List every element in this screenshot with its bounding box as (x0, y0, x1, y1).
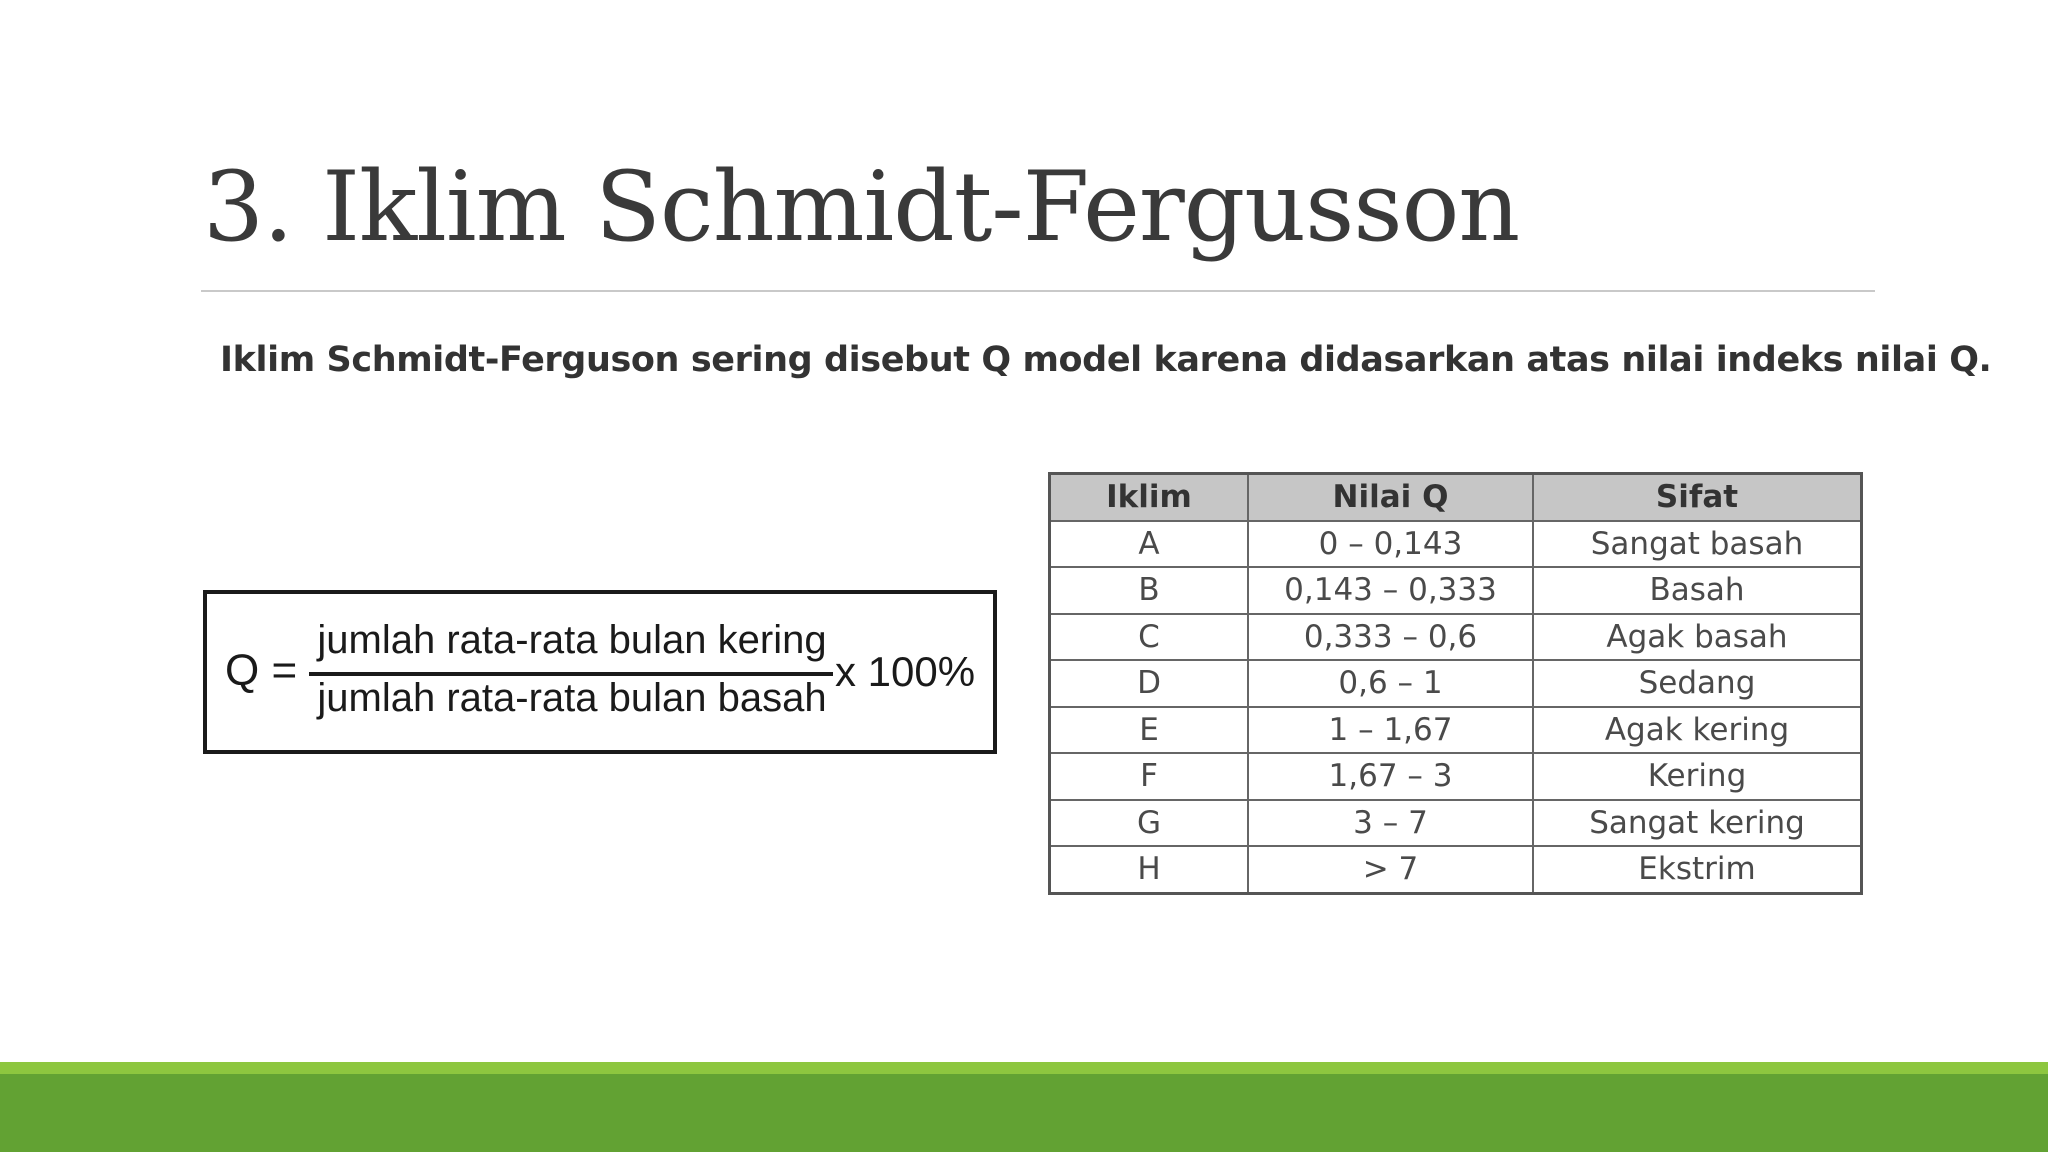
cell-nilai-q: 0,333 – 0,6 (1248, 614, 1533, 661)
cell-sifat: Basah (1533, 567, 1862, 614)
table-row (1050, 567, 1862, 614)
table-row (1050, 800, 1862, 847)
slide-title: 3. Iklim Schmidt-Fergusson (203, 151, 1520, 263)
header-nilai-q: Nilai Q (1248, 474, 1533, 521)
formula-lhs: Q = (225, 646, 298, 695)
cell-iklim: C (1050, 614, 1249, 661)
cell-sifat: Sangat kering (1533, 800, 1862, 847)
cell-nilai-q: 0 – 0,143 (1248, 521, 1533, 568)
q-formula-box (203, 590, 997, 754)
cell-sifat: Ekstrim (1533, 846, 1862, 893)
cell-iklim: H (1050, 846, 1249, 893)
table-row (1050, 660, 1862, 707)
cell-nilai-q: 0,143 – 0,333 (1248, 567, 1533, 614)
footer-bar (0, 1062, 2048, 1152)
cell-iklim: D (1050, 660, 1249, 707)
cell-sifat: Sedang (1533, 660, 1862, 707)
table-row (1050, 614, 1862, 661)
header-iklim: Iklim (1050, 474, 1249, 521)
cell-sifat: Sangat basah (1533, 521, 1862, 568)
table-header-row (1050, 474, 1862, 521)
cell-sifat: Agak kering (1533, 707, 1862, 754)
header-sifat: Sifat (1533, 474, 1862, 521)
slide-subtitle: Iklim Schmidt-Ferguson sering disebut Q model karena didasarkan atas nilai indeks nilai Q. (220, 340, 1992, 380)
cell-nilai-q: 0,6 – 1 (1248, 660, 1533, 707)
formula-denominator: jumlah rata-rata bulan basah (317, 676, 827, 720)
cell-nilai-q: 3 – 7 (1248, 800, 1533, 847)
cell-iklim: B (1050, 567, 1249, 614)
cell-nilai-q: 1,67 – 3 (1248, 753, 1533, 800)
cell-iklim: F (1050, 753, 1249, 800)
formula-numerator: jumlah rata-rata bulan kering (317, 618, 827, 662)
climate-classification-table (1048, 472, 1863, 895)
title-divider (201, 290, 1875, 292)
table-row (1050, 521, 1862, 568)
cell-nilai-q: > 7 (1248, 846, 1533, 893)
cell-nilai-q: 1 – 1,67 (1248, 707, 1533, 754)
footer-accent-stripe (0, 1062, 2048, 1074)
table-row (1050, 707, 1862, 754)
table-row (1050, 753, 1862, 800)
formula-multiplier: x 100% (835, 648, 976, 695)
table-row (1050, 846, 1862, 893)
cell-sifat: Agak basah (1533, 614, 1862, 661)
cell-iklim: G (1050, 800, 1249, 847)
cell-iklim: E (1050, 707, 1249, 754)
cell-iklim: A (1050, 521, 1249, 568)
cell-sifat: Kering (1533, 753, 1862, 800)
